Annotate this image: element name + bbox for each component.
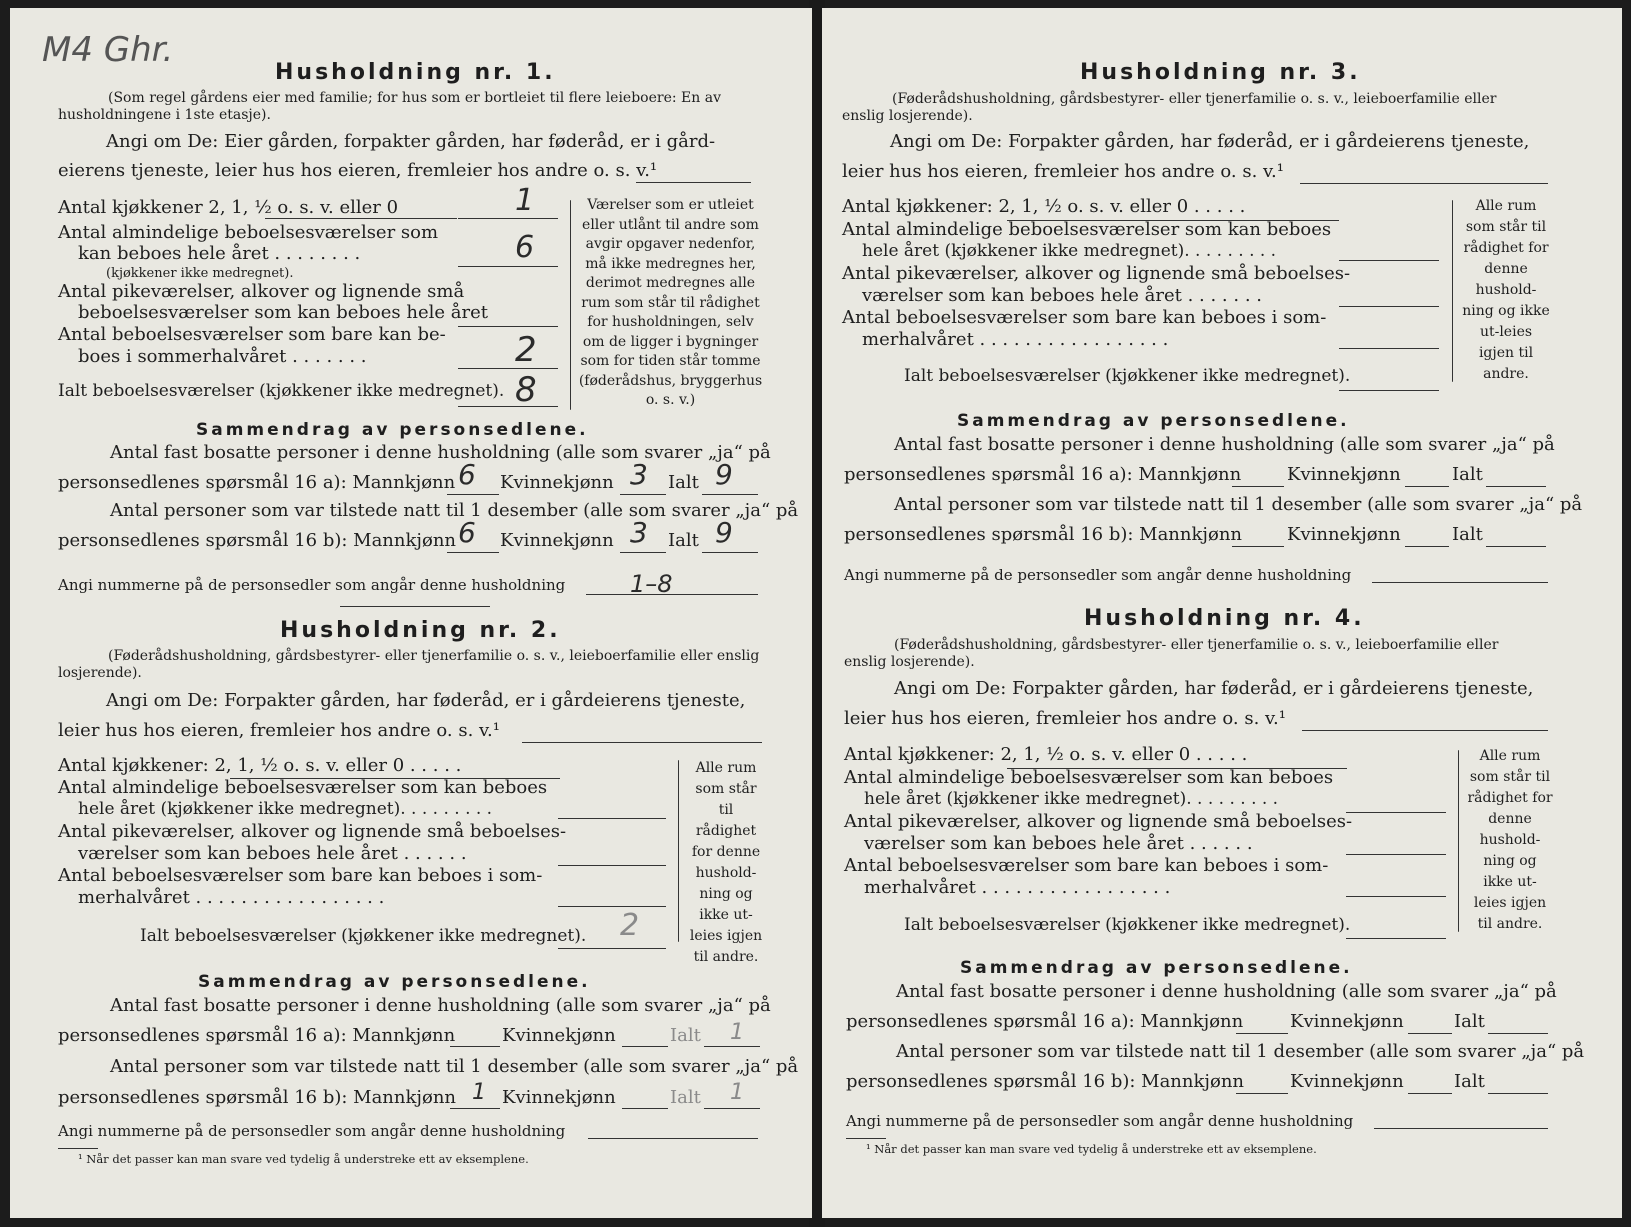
household-4-row-summer-2: merhalvåret . . . . . . . . . . . . . . . . . [864, 877, 1171, 898]
household-3-row-kitchens: Antal kjøkkener: 2, 1, ½ o. s. v. eller 0 . . . . . [842, 196, 1246, 217]
household-1-tilstede-line1: Antal personer som var tilstede natt til 1 desember (alle som svarer „ja“ på [110, 500, 799, 521]
household-3-row-total: Ialt beboelsesværelser (kjøkkener ikke medregnet). [904, 366, 1351, 386]
household-2-note: (Føderådshusholdning, gårdsbestyrer- eller tjenerfamilie o. s. v., leieboerfamilie eller enslig losjerende). [58, 648, 760, 681]
household-1-tilstede-ialt-value: 9 [715, 516, 733, 549]
household-2-tilstede-kvinne: Kvinnekjønn [502, 1087, 616, 1108]
household-2-row-ordinary: Antal almindelige beboelsesværelser som kan beboes [58, 777, 548, 798]
left-page [10, 8, 812, 1218]
household-3-tilstede-line1: Antal personer som var tilstede natt til 1 desember (alle som svarer „ja“ på [894, 494, 1583, 515]
household-1-side-note: Værelser som er utleiet eller utlånt til andre som avgir opgaver nedenfor, må ikke medregnes her, derimot medregnes alle rum som står til rådighet for husholdningen, selv om de ligger i bygninger som for tiden står tomme (føderådshus, bryggerhus o. s. v.) [578, 197, 763, 408]
household-4-angi-line1: Angi om De: Forpakter gården, har føderåd, er i gårdeierens tjeneste, [894, 678, 1534, 699]
household-1-value-kitchens: 1 [515, 183, 535, 218]
household-2-side-note: Alle rum som står til rådighet for denne hushold-ning og ikke ut-leies igjen til andre. [689, 760, 763, 965]
household-4-row-maids: Antal pikeværelser, alkover og lignende små beboelses- [844, 811, 1353, 832]
household-3-tilstede-kvinne: Kvinnekjønn [1287, 524, 1401, 545]
household-4-title: Husholdning nr. 4. [1084, 606, 1365, 631]
household-1-fast-line1: Antal fast bosatte personer i denne husholdning (alle som svarer „ja“ på [110, 442, 771, 463]
household-1-row-ordinary-note: (kjøkkener ikke medregnet). [106, 266, 294, 281]
household-3-row-summer: Antal beboelsesværelser som bare kan beboes i som- [842, 307, 1327, 328]
household-3-fast-kvinne: Kvinnekjønn [1287, 464, 1401, 485]
household-2-nummer-label: Angi nummerne på de personsedler som angår denne husholdning [58, 1122, 566, 1140]
household-2-row-summer: Antal beboelsesværelser som bare kan beboes i som- [58, 865, 543, 886]
household-4-fast-ialt: Ialt [1454, 1011, 1485, 1032]
household-2-tilstede-line1: Antal personer som var tilstede natt til 1 desember (alle som svarer „ja“ på [110, 1056, 799, 1077]
household-1-tilstede-ialt: Ialt [668, 530, 699, 551]
household-3-fast-line2: personsedlenes spørsmål 16 a): Mannkjønn [844, 464, 1242, 485]
household-1-fast-line2: personsedlenes spørsmål 16 a): Mannkjønn [58, 472, 456, 493]
household-2-fast-kvinne: Kvinnekjønn [502, 1025, 616, 1046]
household-3-fast-ialt: Ialt [1452, 464, 1483, 485]
household-1-value-ordinary: 6 [515, 230, 535, 265]
marginalia-note: M4 Ghr. [42, 30, 174, 70]
right-page [822, 8, 1622, 1218]
household-4-row-maids-2: værelser som kan beboes hele året . . . . . . [864, 833, 1253, 854]
household-2-angi-line2: leier hus hos eieren, fremleier hos andre o. s. v.¹ [58, 720, 500, 741]
household-1-fast-ialt: Ialt [668, 472, 699, 493]
household-1-nummer-value: 1–8 [630, 570, 673, 598]
household-2-row-kitchens: Antal kjøkkener: 2, 1, ½ o. s. v. eller 0 . . . . . [58, 755, 462, 776]
household-3-nummer-label: Angi nummerne på de personsedler som angår denne husholdning [844, 566, 1352, 584]
household-4-row-kitchens: Antal kjøkkener: 2, 1, ½ o. s. v. eller 0 . . . . . [844, 744, 1248, 765]
household-1-row-summer: Antal beboelsesværelser som bare kan be- [58, 324, 446, 345]
household-1-note: (Som regel gårdens eier med familie; for hus som er bortleiet til flere leieboere: En av husholdningene i 1ste etasje). [58, 90, 721, 123]
household-3-side-note: Alle rum som står til rådighet for denne hushold-ning og ikke ut-leies igjen til andre. [1462, 198, 1550, 382]
household-2-row-summer-2: merhalvåret . . . . . . . . . . . . . . . . . [78, 887, 385, 908]
household-4-fast-line2: personsedlenes spørsmål 16 a): Mannkjønn [846, 1011, 1244, 1032]
household-1-angi-line2: eierens tjeneste, leier hus hos eieren, fremleier hos andre o. s. v.¹ [58, 160, 658, 181]
household-2-row-maids: Antal pikeværelser, alkover og lignende små beboelses- [58, 821, 567, 842]
household-2-fast-ialt-value: 1 [730, 1020, 744, 1045]
household-1-tilstede-line2: personsedlenes spørsmål 16 b): Mannkjønn [58, 530, 457, 551]
household-4-row-ordinary-2: hele året (kjøkkener ikke medregnet). . . . . . . . . [864, 789, 1279, 809]
household-2-tilstede-mann-value: 1 [472, 1080, 486, 1105]
household-4-tilstede-kvinne: Kvinnekjønn [1290, 1071, 1404, 1092]
household-2-row-maids-2: værelser som kan beboes hele året . . . . . . [78, 843, 467, 864]
household-1-fast-kvinne-value: 3 [630, 458, 648, 491]
household-1-row-ordinary-2: kan beboes hele året . . . . . . . . [78, 243, 361, 264]
household-1-row-summer-2: boes i sommerhalvåret . . . . . . . [78, 346, 367, 367]
household-4-fast-kvinne: Kvinnekjønn [1290, 1011, 1404, 1032]
household-3-summary-title: Sammendrag av personsedlene. [957, 411, 1350, 431]
household-1-value-total: 8 [515, 370, 537, 410]
footnote-right: ¹ Når det passer kan man svare ved tydelig å understreke ett av eksemplene. [866, 1142, 1317, 1156]
household-1-tilstede-kvinne: Kvinnekjønn [500, 530, 614, 551]
household-1-row-ordinary: Antal almindelige beboelsesværelser som [58, 222, 439, 243]
household-4-tilstede-ialt: Ialt [1454, 1071, 1485, 1092]
household-3-row-summer-2: merhalvåret . . . . . . . . . . . . . . . . . [862, 329, 1169, 350]
household-3-fast-line1: Antal fast bosatte personer i denne husholdning (alle som svarer „ja“ på [894, 434, 1555, 455]
household-2-fast-ialt: Ialt [670, 1025, 701, 1046]
household-3-angi-line2: leier hus hos eieren, fremleier hos andre o. s. v.¹ [842, 161, 1284, 182]
household-2-tilstede-ialt: Ialt [670, 1087, 701, 1108]
household-3-tilstede-ialt: Ialt [1452, 524, 1483, 545]
household-3-tilstede-line2: personsedlenes spørsmål 16 b): Mannkjønn [844, 524, 1243, 545]
household-2-tilstede-line2: personsedlenes spørsmål 16 b): Mannkjønn [58, 1087, 457, 1108]
household-2-row-ordinary-2: hele året (kjøkkener ikke medregnet). . . . . . . . . [78, 799, 493, 819]
household-3-row-maids-2: værelser som kan beboes hele året . . . . . . . [862, 285, 1262, 306]
household-1-angi-line1: Angi om De: Eier gården, forpakter gården, har føderåd, er i gård- [106, 131, 716, 152]
household-3-row-maids: Antal pikeværelser, alkover og lignende små beboelses- [842, 263, 1351, 284]
household-4-angi-line2: leier hus hos eieren, fremleier hos andre o. s. v.¹ [844, 708, 1286, 729]
household-4-note: (Føderådshusholdning, gårdsbestyrer- eller tjenerfamilie o. s. v., leieboerfamilie eller enslig losjerende). [844, 637, 1499, 670]
household-1-row-maids-2: beboelsesværelser som kan beboes hele året [78, 302, 488, 323]
household-2-title: Husholdning nr. 2. [280, 618, 561, 643]
household-4-tilstede-line2: personsedlenes spørsmål 16 b): Mannkjønn [846, 1071, 1245, 1092]
household-2-summary-title: Sammendrag av personsedlene. [198, 972, 591, 992]
household-1-row-maids: Antal pikeværelser, alkover og lignende små [58, 281, 465, 302]
household-1-fast-kvinne: Kvinnekjønn [500, 472, 614, 493]
household-4-row-summer: Antal beboelsesværelser som bare kan beboes i som- [844, 855, 1329, 876]
household-1-title: Husholdning nr. 1. [275, 60, 556, 85]
household-1-nummer-label: Angi nummerne på de personsedler som angår denne husholdning [58, 576, 566, 594]
household-2-tilstede-ialt-value: 1 [730, 1080, 744, 1105]
household-3-title: Husholdning nr. 3. [1080, 60, 1361, 85]
household-4-row-total: Ialt beboelsesværelser (kjøkkener ikke medregnet). [904, 915, 1351, 935]
household-1-tilstede-mann-value: 6 [458, 516, 476, 549]
household-2-row-total: Ialt beboelsesværelser (kjøkkener ikke medregnet). [140, 926, 587, 946]
household-2-value-total: 2 [620, 908, 640, 943]
household-1-fast-mann-value: 6 [458, 458, 476, 491]
footnote-left: ¹ Når det passer kan man svare ved tydelig å understreke ett av eksemplene. [78, 1152, 529, 1166]
household-1-row-total: Ialt beboelsesværelser (kjøkkener ikke medregnet). [58, 381, 505, 401]
household-4-tilstede-line1: Antal personer som var tilstede natt til 1 desember (alle som svarer „ja“ på [896, 1041, 1585, 1062]
household-1-fast-ialt-value: 9 [715, 458, 733, 491]
household-1-tilstede-kvinne-value: 3 [630, 516, 648, 549]
household-3-note: (Føderådshusholdning, gårdsbestyrer- eller tjenerfamilie o. s. v., leieboerfamilie eller enslig losjerende). [842, 91, 1497, 124]
household-4-nummer-label: Angi nummerne på de personsedler som angår denne husholdning [846, 1112, 1354, 1130]
household-1-row-kitchens: Antal kjøkkener 2, 1, ½ o. s. v. eller 0 [58, 197, 399, 218]
household-1-summary-title: Sammendrag av personsedlene. [196, 420, 589, 440]
household-2-fast-line2: personsedlenes spørsmål 16 a): Mannkjønn [58, 1025, 456, 1046]
household-2-angi-line1: Angi om De: Forpakter gården, har føderåd, er i gårdeierens tjeneste, [106, 690, 746, 711]
household-4-summary-title: Sammendrag av personsedlene. [960, 958, 1353, 978]
household-4-fast-line1: Antal fast bosatte personer i denne husholdning (alle som svarer „ja“ på [896, 981, 1557, 1002]
household-3-row-ordinary: Antal almindelige beboelsesværelser som kan beboes [842, 219, 1332, 240]
household-1-value-summer: 2 [515, 330, 537, 370]
household-3-angi-line1: Angi om De: Forpakter gården, har føderåd, er i gårdeierens tjeneste, [890, 131, 1530, 152]
household-4-row-ordinary: Antal almindelige beboelsesværelser som kan beboes [844, 767, 1334, 788]
household-2-fast-line1: Antal fast bosatte personer i denne husholdning (alle som svarer „ja“ på [110, 995, 771, 1016]
household-4-side-note: Alle rum som står til rådighet for denne hushold-ning og ikke ut-leies igjen til andre. [1467, 748, 1553, 932]
household-3-row-ordinary-2: hele året (kjøkkener ikke medregnet). . . . . . . . . [862, 241, 1277, 261]
